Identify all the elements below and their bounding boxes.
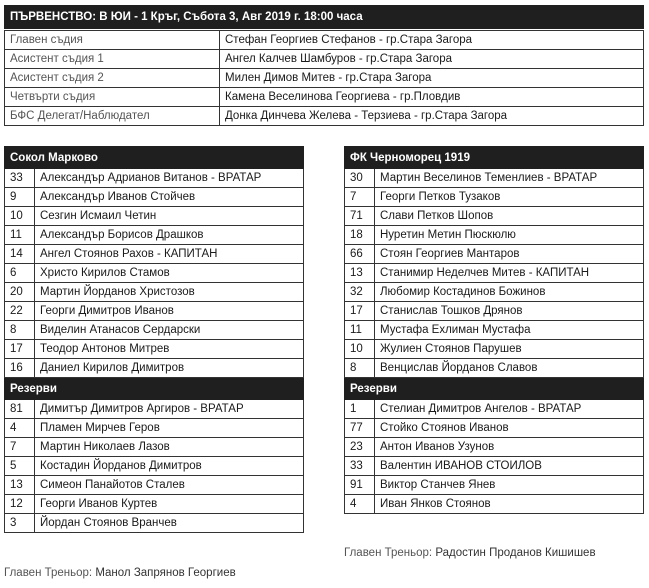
player-row xyxy=(345,302,644,321)
player-number: 4 xyxy=(5,419,35,438)
player-row xyxy=(5,283,304,302)
player-row xyxy=(5,438,304,457)
player-row xyxy=(5,457,304,476)
player-name: Костадин Йорданов Димитров xyxy=(35,457,304,476)
reserves-heading: Резерви xyxy=(345,378,644,400)
player-name: Йордан Стоянов Вранчев xyxy=(35,514,304,533)
team-name: ФК Черноморец 1919 xyxy=(345,147,644,169)
player-name: Стоян Георгиев Мантаров xyxy=(375,245,644,264)
player-row xyxy=(5,264,304,283)
player-row xyxy=(345,283,644,302)
player-row xyxy=(345,207,644,226)
player-number: 91 xyxy=(345,476,375,495)
player-row xyxy=(5,400,304,419)
player-row xyxy=(5,169,304,188)
player-number: 12 xyxy=(5,495,35,514)
player-row xyxy=(345,321,644,340)
player-row xyxy=(5,226,304,245)
match-header: ПЪРВЕНСТВО: В ЮИ - 1 Кръг, Събота 3, Авг 2019 г. 18:00 часа xyxy=(4,5,644,29)
player-number: 16 xyxy=(5,359,35,378)
official-row xyxy=(5,69,644,88)
player-number: 33 xyxy=(5,169,35,188)
player-number: 8 xyxy=(345,359,375,378)
away-coach-label: Главен Треньор: xyxy=(344,547,433,559)
official-name: Ангел Калчев Шамбуров - гр.Стара Загора xyxy=(220,50,644,69)
away-coach xyxy=(344,547,596,559)
player-name: Пламен Мирчев Геров xyxy=(35,419,304,438)
player-number: 3 xyxy=(5,514,35,533)
player-number: 7 xyxy=(5,438,35,457)
player-number: 6 xyxy=(5,264,35,283)
official-name: Милен Димов Митев - гр.Стара Загора xyxy=(220,69,644,88)
player-number: 18 xyxy=(345,226,375,245)
player-number: 20 xyxy=(5,283,35,302)
player-name: Александър Иванов Стойчев xyxy=(35,188,304,207)
home-coach-label: Главен Треньор: xyxy=(4,567,93,579)
reserves-heading-row xyxy=(345,378,644,400)
reserves-heading-row xyxy=(5,378,304,400)
player-name: Христо Кирилов Стамов xyxy=(35,264,304,283)
player-name: Слави Петков Шопов xyxy=(375,207,644,226)
player-name: Стелиан Димитров Ангелов - ВРАТАР xyxy=(375,400,644,419)
player-name: Мартин Йорданов Христозов xyxy=(35,283,304,302)
player-row xyxy=(345,264,644,283)
player-name: Любомир Костадинов Божинов xyxy=(375,283,644,302)
player-row xyxy=(345,457,644,476)
player-number: 8 xyxy=(5,321,35,340)
player-number: 17 xyxy=(345,302,375,321)
player-row xyxy=(5,340,304,359)
player-row xyxy=(5,188,304,207)
team-name: Сокол Марково xyxy=(5,147,304,169)
player-name: Даниел Кирилов Димитров xyxy=(35,359,304,378)
player-row xyxy=(5,476,304,495)
home-team-table xyxy=(4,146,304,533)
player-number: 81 xyxy=(5,400,35,419)
player-number: 77 xyxy=(345,419,375,438)
player-number: 7 xyxy=(345,188,375,207)
player-number: 13 xyxy=(5,476,35,495)
player-name: Жулиен Стоянов Парушев xyxy=(375,340,644,359)
official-row xyxy=(5,50,644,69)
player-row xyxy=(5,359,304,378)
official-row xyxy=(5,107,644,126)
player-row xyxy=(345,188,644,207)
player-name: Виктор Станчев Янев xyxy=(375,476,644,495)
player-row xyxy=(5,245,304,264)
official-row xyxy=(5,31,644,50)
player-row xyxy=(5,514,304,533)
player-row xyxy=(5,495,304,514)
player-row xyxy=(345,419,644,438)
player-name: Симеон Панайотов Сталев xyxy=(35,476,304,495)
home-coach-name: Манол Запрянов Георгиев xyxy=(95,567,236,579)
player-name: Мартин Веселинов Теменлиев - ВРАТАР xyxy=(375,169,644,188)
player-name: Венцислав Йорданов Славов xyxy=(375,359,644,378)
player-name: Сезгин Исмаил Четин xyxy=(35,207,304,226)
official-name: Камена Веселинова Георгиева - гр.Пловдив xyxy=(220,88,644,107)
player-name: Александър Борисов Драшков xyxy=(35,226,304,245)
player-number: 22 xyxy=(5,302,35,321)
player-row xyxy=(5,419,304,438)
player-number: 5 xyxy=(5,457,35,476)
player-number: 11 xyxy=(5,226,35,245)
player-number: 32 xyxy=(345,283,375,302)
player-number: 23 xyxy=(345,438,375,457)
official-role: Асистент съдия 1 xyxy=(5,50,220,69)
away-coach-name: Радостин Проданов Кишишев xyxy=(435,547,596,559)
player-number: 33 xyxy=(345,457,375,476)
player-name: Стойко Стоянов Иванов xyxy=(375,419,644,438)
player-name: Теодор Антонов Митрев xyxy=(35,340,304,359)
player-row xyxy=(345,226,644,245)
player-row xyxy=(5,302,304,321)
player-row xyxy=(345,495,644,514)
official-row xyxy=(5,88,644,107)
player-name: Димитър Димитров Аргиров - ВРАТАР xyxy=(35,400,304,419)
player-number: 4 xyxy=(345,495,375,514)
player-name: Мустафа Ехлиман Мустафа xyxy=(375,321,644,340)
player-name: Георги Иванов Куртев xyxy=(35,495,304,514)
player-name: Станимир Неделчев Митев - КАПИТАН xyxy=(375,264,644,283)
team-name-row xyxy=(5,147,304,169)
player-number: 1 xyxy=(345,400,375,419)
player-number: 14 xyxy=(5,245,35,264)
official-role: Главен съдия xyxy=(5,31,220,50)
player-number: 71 xyxy=(345,207,375,226)
player-number: 10 xyxy=(345,340,375,359)
player-name: Нуретин Метин Пюскюлю xyxy=(375,226,644,245)
player-name: Александър Адрианов Витанов - ВРАТАР xyxy=(35,169,304,188)
player-number: 30 xyxy=(345,169,375,188)
player-row xyxy=(345,476,644,495)
player-number: 10 xyxy=(5,207,35,226)
official-role: Четвърти съдия xyxy=(5,88,220,107)
player-name: Виделин Атанасов Сердарски xyxy=(35,321,304,340)
away-team-table xyxy=(344,146,644,514)
player-number: 66 xyxy=(345,245,375,264)
player-row xyxy=(345,359,644,378)
player-number: 9 xyxy=(5,188,35,207)
player-row xyxy=(345,400,644,419)
player-name: Мартин Николаев Лазов xyxy=(35,438,304,457)
player-row xyxy=(345,438,644,457)
player-name: Станислав Тошков Дрянов xyxy=(375,302,644,321)
player-name: Ангел Стоянов Рахов - КАПИТАН xyxy=(35,245,304,264)
officials-table xyxy=(4,30,644,126)
player-row xyxy=(5,321,304,340)
reserves-heading: Резерви xyxy=(5,378,304,400)
player-name: Антон Иванов Узунов xyxy=(375,438,644,457)
player-number: 13 xyxy=(345,264,375,283)
player-number: 11 xyxy=(345,321,375,340)
player-row xyxy=(345,245,644,264)
team-name-row xyxy=(345,147,644,169)
official-role: Асистент съдия 2 xyxy=(5,69,220,88)
player-number: 17 xyxy=(5,340,35,359)
player-name: Валентин ИВАНОВ СТОИЛОВ xyxy=(375,457,644,476)
player-name: Георги Петков Тузаков xyxy=(375,188,644,207)
player-row xyxy=(5,207,304,226)
home-coach xyxy=(4,567,236,579)
player-row xyxy=(345,340,644,359)
player-name: Иван Янков Стоянов xyxy=(375,495,644,514)
player-name: Георги Димитров Иванов xyxy=(35,302,304,321)
official-role: БФС Делегат/Наблюдател xyxy=(5,107,220,126)
official-name: Донка Динчева Желева - Терзиева - гр.Стара Загора xyxy=(220,107,644,126)
player-row xyxy=(345,169,644,188)
official-name: Стефан Георгиев Стефанов - гр.Стара Загора xyxy=(220,31,644,50)
